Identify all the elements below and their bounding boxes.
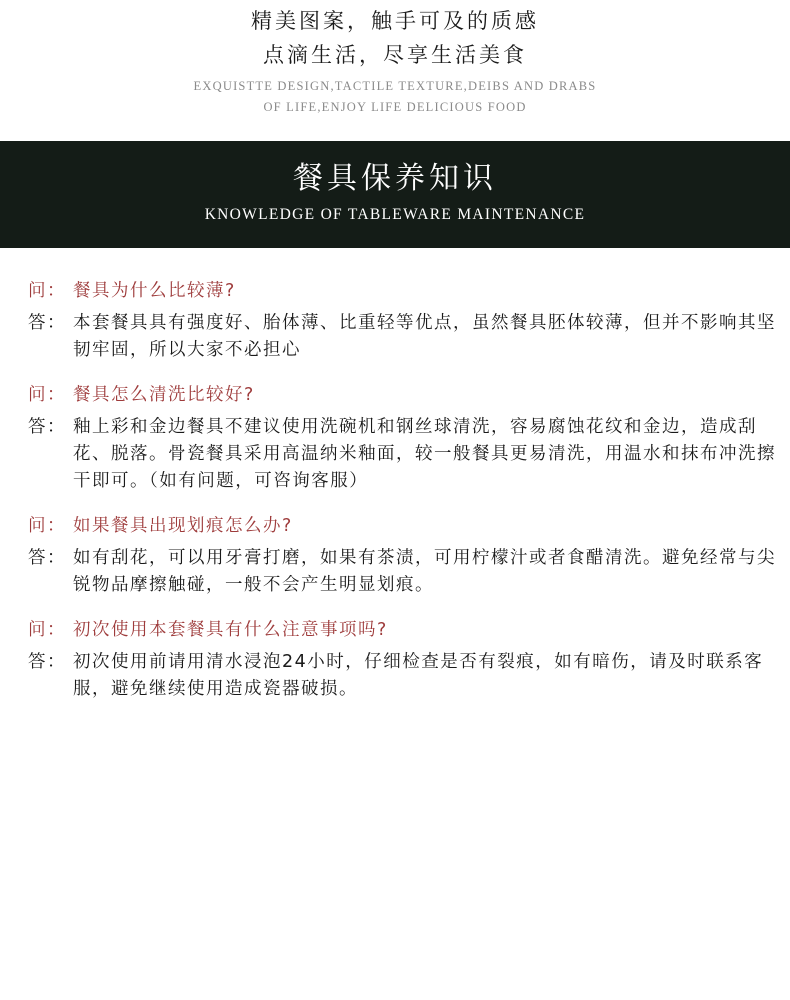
intro-header [0,0,790,140]
section-banner [0,141,790,248]
question-text: 如果餐具出现划痕怎么办? [73,516,293,536]
question-prefix: 问： [28,516,66,536]
answer-text: 初次使用前请用清水浸泡24小时，仔细检查是否有裂痕，如有暗伤，请及时联系客服，避免继续使用造成瓷器破损。 [73,652,764,699]
faq-item [28,513,778,599]
answer-prefix: 答： [28,548,66,568]
section-subtitle: KNOWLEDGE OF TABLEWARE MAINTENANCE [204,206,586,223]
answer-text: 如有刮花，可以用牙膏打磨，如果有茶渍，可用柠檬汁或者食醋清洗。避免经常与尖锐物品摩擦触碰，一般不会产生明显划痕。 [73,548,776,595]
answer-prefix: 答： [28,313,66,333]
answer-prefix: 答： [28,652,66,672]
faq-answer [28,649,778,703]
faq-list [28,278,778,721]
intro-cn-line-2: 点滴生活，尽享生活美食 [263,43,527,67]
intro-en-line-2: OF LIFE,ENJOY LIFE DELICIOUS FOOD [263,100,527,114]
question-text: 初次使用本套餐具有什么注意事项吗? [73,620,388,640]
question-prefix: 问： [28,281,66,301]
section-title: 餐具保养知识 [293,161,497,196]
faq-question [28,278,778,305]
intro-en-line-1: EXQUISTTE DESIGN,TACTILE TEXTURE,DEIBS AND DRABS [193,79,597,93]
question-prefix: 问： [28,620,66,640]
question-text: 餐具为什么比较薄? [73,281,236,301]
faq-question [28,382,778,409]
question-text: 餐具怎么清洗比较好? [73,385,255,405]
answer-text: 釉上彩和金边餐具不建议使用洗碗机和钢丝球清洗，容易腐蚀花纹和金边，造成刮花、脱落。骨瓷餐具采用高温纳米釉面，较一般餐具更易清洗，用温水和抹布冲洗擦干即可。（如有问题，可咨询客服） [73,417,776,491]
faq-question [28,513,778,540]
answer-text: 本套餐具具有强度好、胎体薄、比重轻等优点，虽然餐具胚体较薄，但并不影响其坚韧牢固，所以大家不必担心 [73,313,776,360]
faq-answer [28,545,778,599]
intro-cn-line-1: 精美图案，触手可及的质感 [251,9,539,33]
answer-prefix: 答： [28,417,66,437]
question-prefix: 问： [28,385,66,405]
faq-item [28,382,778,495]
faq-answer [28,310,778,364]
faq-item [28,278,778,364]
faq-answer [28,414,778,495]
faq-item [28,617,778,703]
faq-question [28,617,778,644]
